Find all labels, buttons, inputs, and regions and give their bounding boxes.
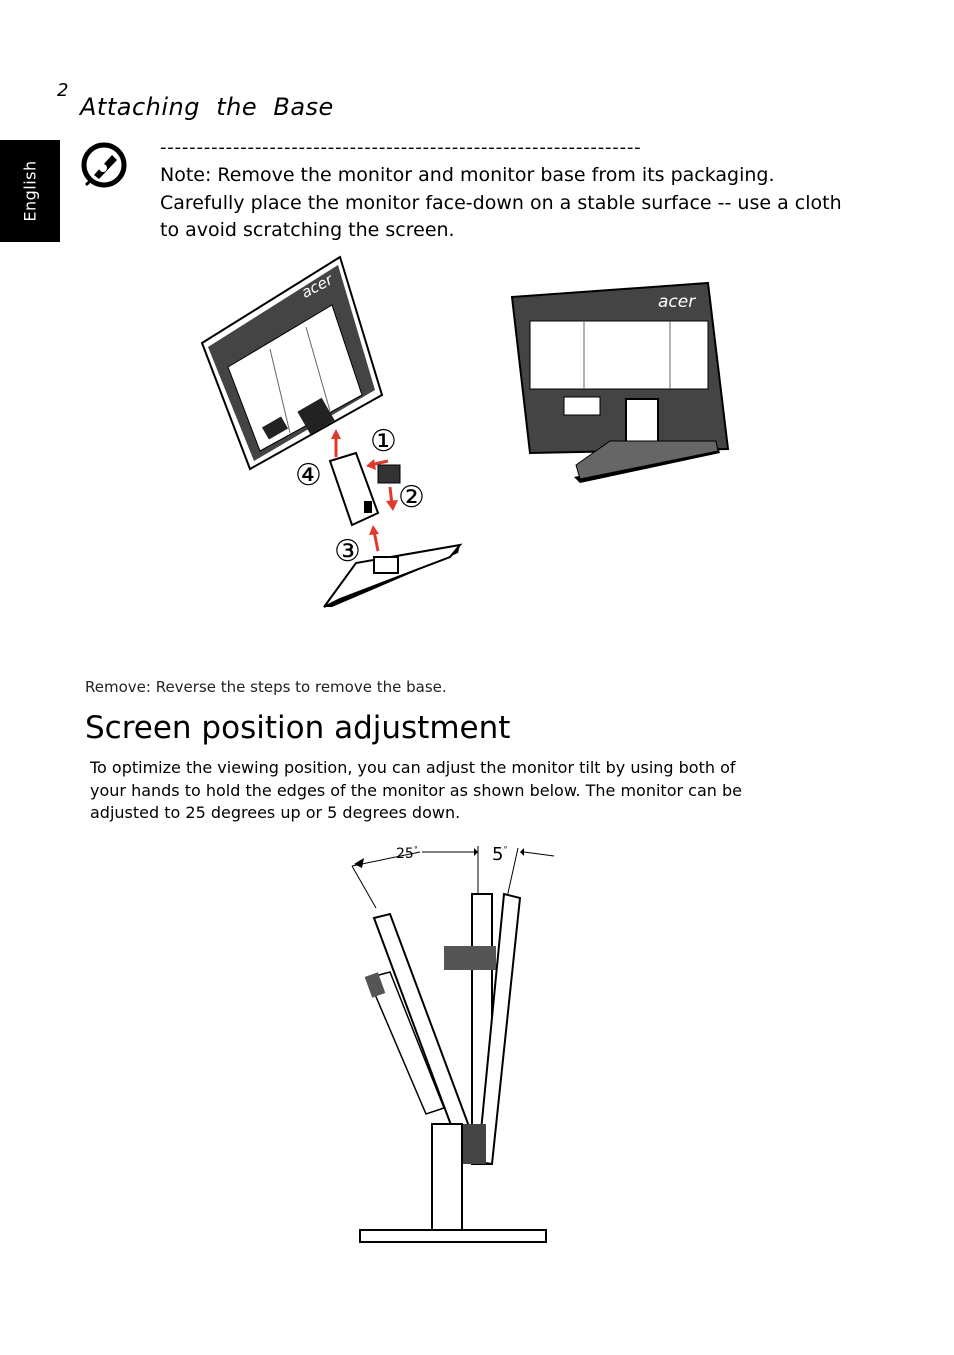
monitor-back-left xyxy=(202,257,382,469)
step-2-label: ② xyxy=(398,480,425,515)
step-4-label: ④ xyxy=(295,458,322,493)
note-pen-icon xyxy=(80,141,130,189)
angle-down-label: 5° xyxy=(492,844,508,865)
screen-position-paragraph: To optimize the viewing position, you can adjust the monitor tilt by using both of your hands to hold the edges of the monitor as shown below. The monitor can be adjusted to 25 degrees up or 5 degrees down. xyxy=(90,758,742,823)
step-3-label: ③ xyxy=(334,534,361,569)
acer-logo-left: acer xyxy=(298,270,336,302)
monitor-back-right xyxy=(512,283,728,483)
side-tab-label: English xyxy=(20,160,40,222)
language-side-tab xyxy=(0,140,60,242)
tilt-figure xyxy=(340,838,570,1250)
note-divider: ------------------------------------------------------------------ xyxy=(160,137,642,158)
tilt-stand xyxy=(360,1124,546,1242)
note-text: Note: Remove the monitor and monitor base from its packaging. Carefully place the monitor face-down on a stable surface -- use a cloth to avoid scratching the screen. xyxy=(160,164,842,241)
acer-logo-right: acer xyxy=(658,292,696,312)
remove-instructions: Remove: Reverse the steps to remove the base. xyxy=(85,678,447,696)
angle-up-label: 25° xyxy=(396,845,418,862)
attach-base-figure xyxy=(190,255,750,615)
screen-position-heading: Screen position adjustment xyxy=(85,710,511,746)
page-number: 2 xyxy=(57,80,69,101)
angle-annotation xyxy=(352,844,554,920)
step-1-label: ① xyxy=(370,424,397,459)
section-title: Attaching the Base xyxy=(80,93,334,121)
